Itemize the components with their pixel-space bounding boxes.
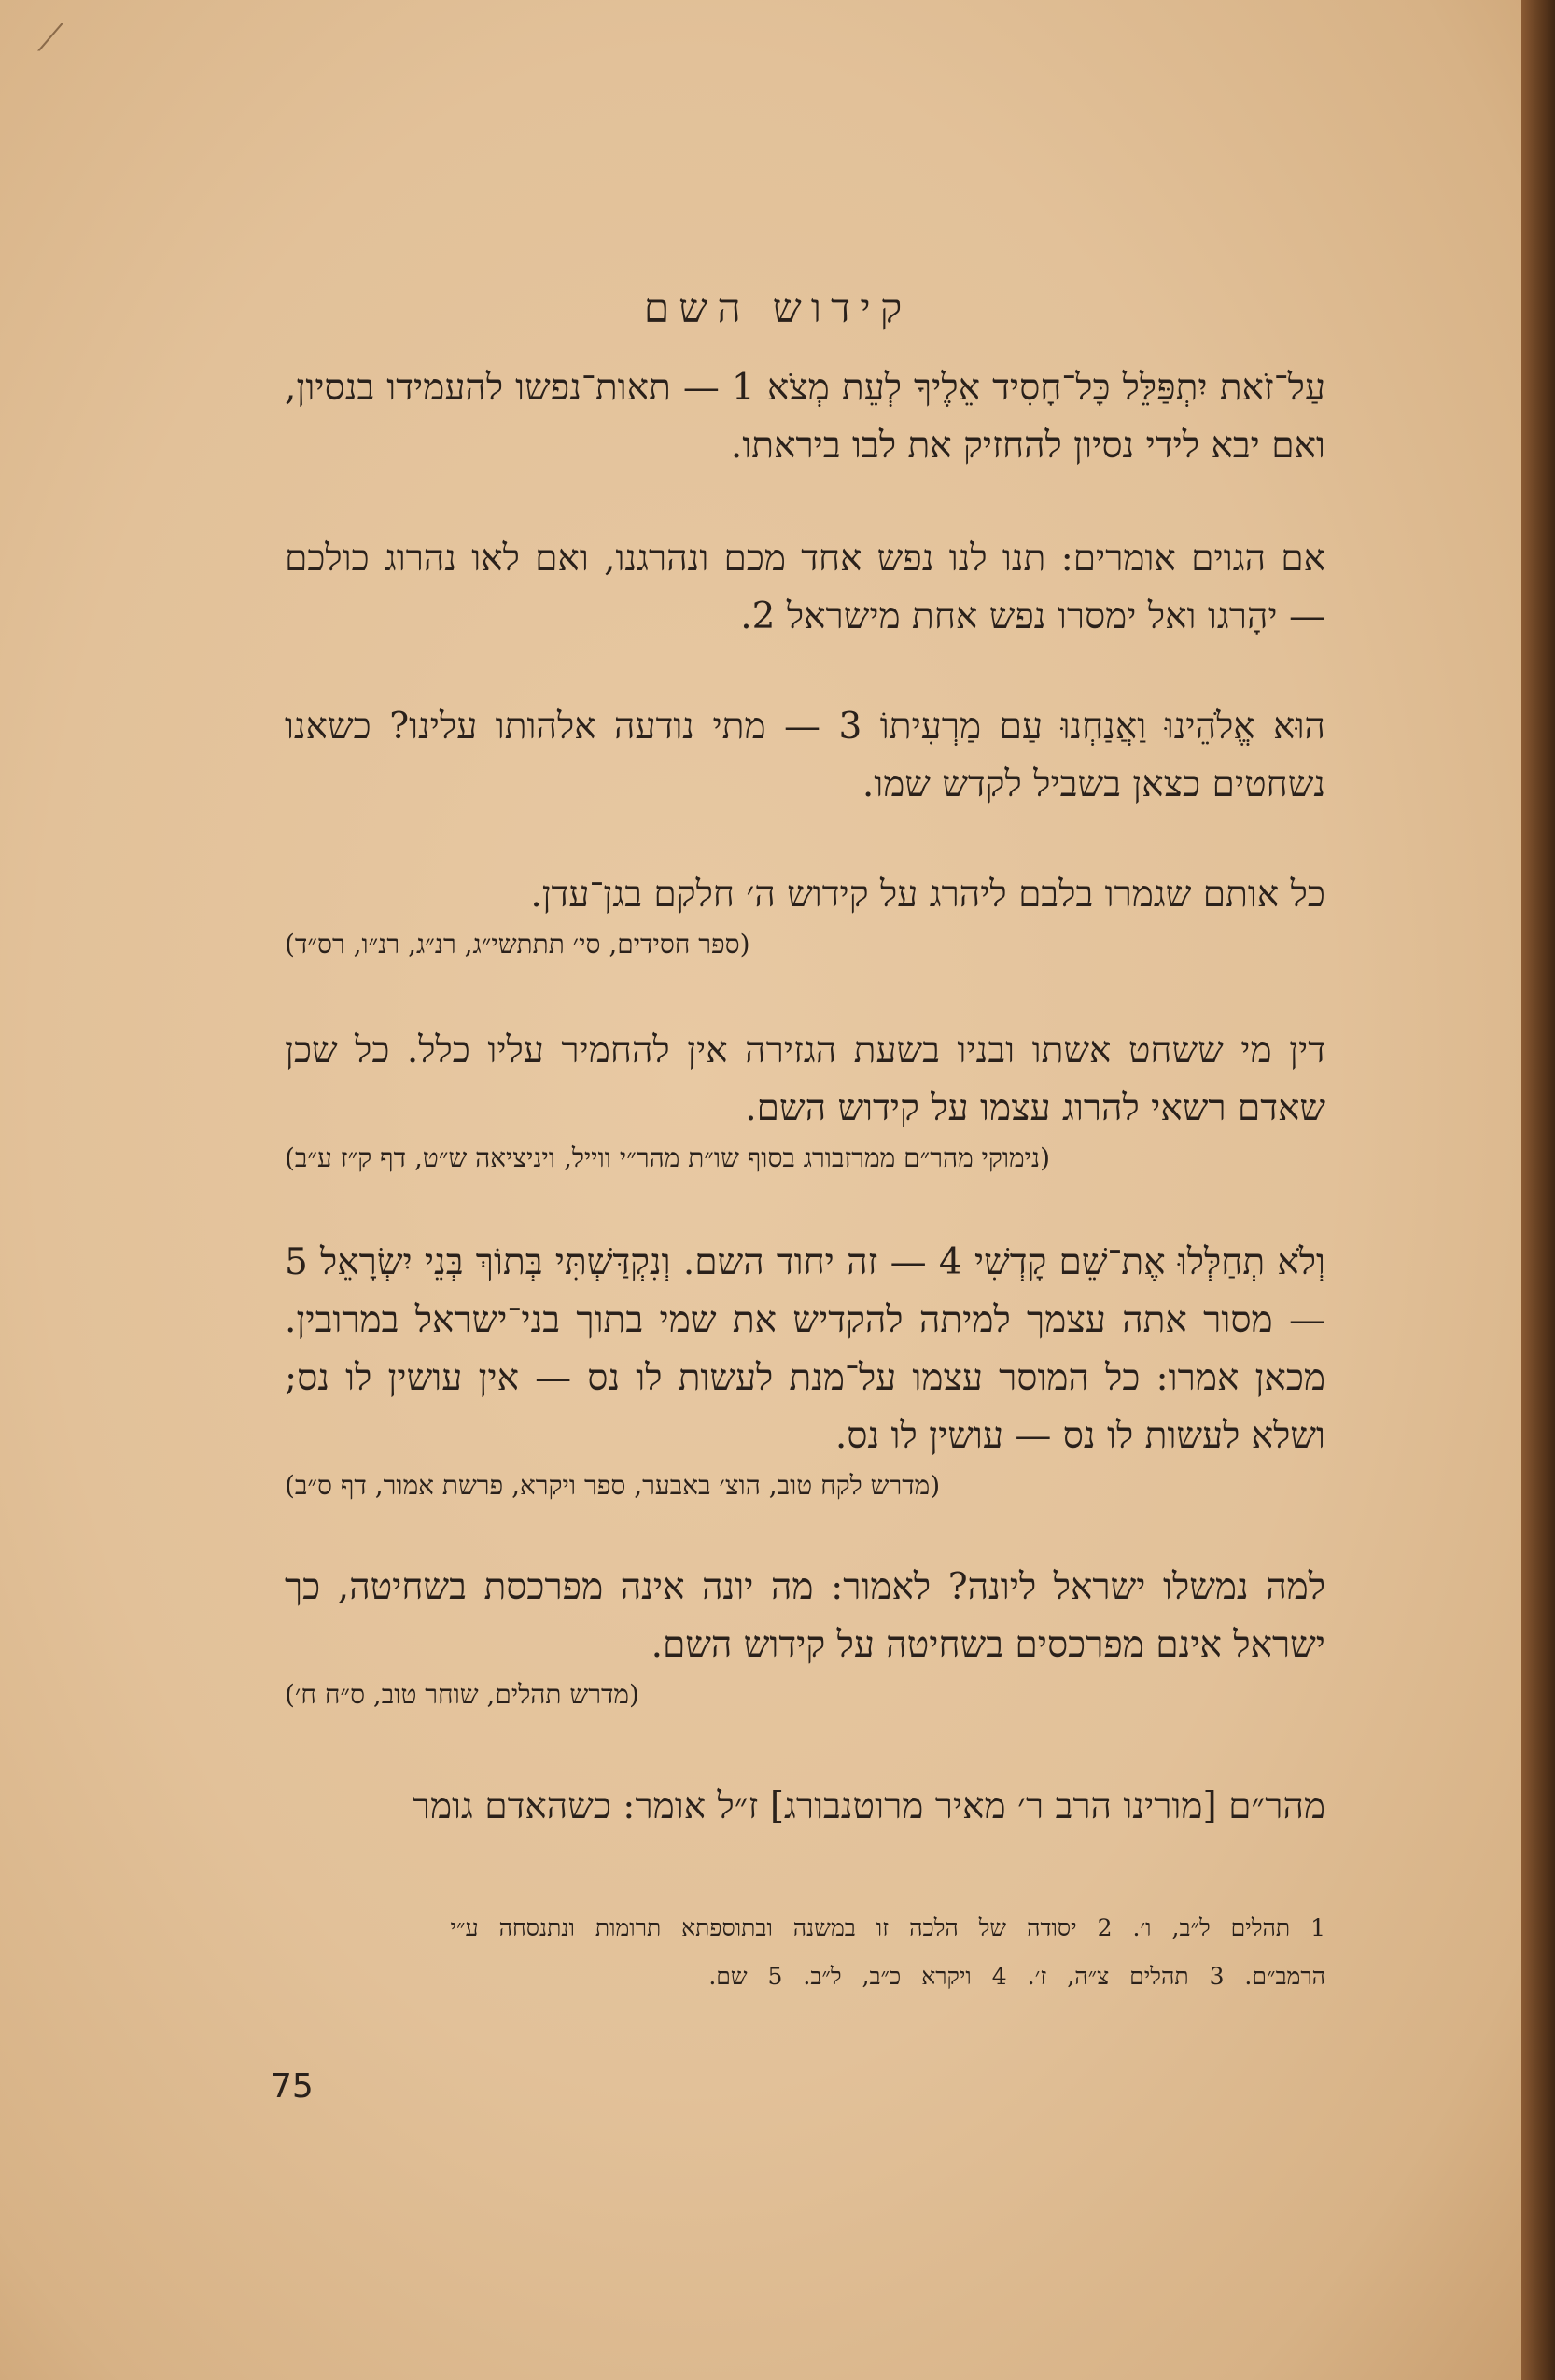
paragraph: כל אותם שגמרו בלבם ליהרג על קידוש ה׳ חלקם בגן־עדן.	[530, 874, 1325, 916]
paragraph: דין מי ששחט אשתו ובניו בשעת הגזירה אין להחמיר עליו כלל. כל שכן שאדם רשאי להרוג עצמו על קידוש השם.	[285, 1029, 1325, 1129]
footnote-line: הרמב״ם. 3 תהלים צ״ה, ז׳. 4 ויקרא כ״ב, ל״ב. 5 שם.	[708, 1963, 1325, 1990]
paragraph: למה נמשלו ישראל ליונה? לאמור: מה יונה אינה מפרכסת בשחיטה, כך ישראל אינם מפרכסים בשחיטה על קידוש השם.	[285, 1566, 1325, 1666]
footnotes	[285, 1904, 1325, 2001]
paragraph-2-block	[285, 530, 1325, 646]
paragraph: וְלֹא תְחַלְּלוּ אֶת־שֵׁם קָדְשִׁי 4 — זה יחוד השם. וְנִקְדַּשְׁתִּי בְּתוֹךְ בְּנֵי יִשְׂרָאֵל 5 — מסור אתה עצמך למיתה להקדיש את שמי בתוך בני־ישראל במרובין. מכאן אמרו: כל המוסר עצמו על־מנת לעשות לו נס — אין עושין לו נס; ושלא לעשות לו נס — עושין לו נס.	[285, 1241, 1325, 1457]
folded-corner-mark: ⟋	[37, 17, 63, 60]
paragraph: הוּא אֱלֹהֵינוּ וַאֲנַחְנוּ עַם מַרְעִיתוֹ 3 — מתי נודעה אלהותו עלינו? כשאנו נשחטים כצאן בשביל לקדש שמו.	[285, 706, 1325, 805]
paragraph-1-block	[285, 359, 1325, 475]
paragraph-6-block	[285, 1234, 1325, 1506]
page-title: קידוש השם	[643, 285, 912, 332]
paragraph: מהר״ם [מורינו הרב ר׳ מאיר מרוטנבורג] ז״ל אומר: כשהאדם גומר	[412, 1785, 1325, 1827]
paragraph-3-block	[285, 698, 1325, 814]
paragraph: עַל־זֹאת יִתְפַּלֵּל כָּל־חָסִיד אֵלֶיךָ לְעֵת מְצֹא 1 — תאות־נפשו להעמידו בנסיון, ואם יבא לידי נסיון להחזיק את לבו ביראתו.	[285, 367, 1325, 467]
source-citation: (ספר חסידים, סי׳ תתתשי״ג, רנ״ג, רנ״ו, רס״ד)	[285, 929, 750, 959]
paragraph-5-block	[285, 1022, 1325, 1179]
source-citation: (נימוקי מהר״ם ממרזבורג בסוף שו״ת מהר״י ווייל, ויניציאה ש״ט, דף ק״ז ע״ב)	[285, 1142, 1051, 1173]
footnote-line: 1 תהלים ל״ב, ו׳. 2 יסודה של הלכה זו במשנה ובתוספתא תרומות ונתנסחה ע״י	[450, 1914, 1325, 1941]
source-citation: (מדרש תהלים, שוחר טוב, ס״ח ח׳)	[285, 1679, 639, 1710]
paragraph-4-block	[285, 866, 1325, 965]
paragraph: אם הגוים אומרים: תנו לנו נפש אחד מכם ונהרגנו, ואם לאו נהרוג כולכם — יהָרגו ואל ימסרו נפש אחת מישראל 2.	[285, 538, 1325, 637]
paragraph-8-block	[285, 1778, 1325, 1836]
paragraph-7-block	[285, 1559, 1325, 1715]
source-citation: (מדרש לקח טוב, הוצ׳ באבער, ספר ויקרא, פרשת אמור, דף ס״ב)	[285, 1470, 941, 1501]
book-spine-edge	[1521, 0, 1555, 2380]
page-number: 75	[271, 2067, 314, 2106]
